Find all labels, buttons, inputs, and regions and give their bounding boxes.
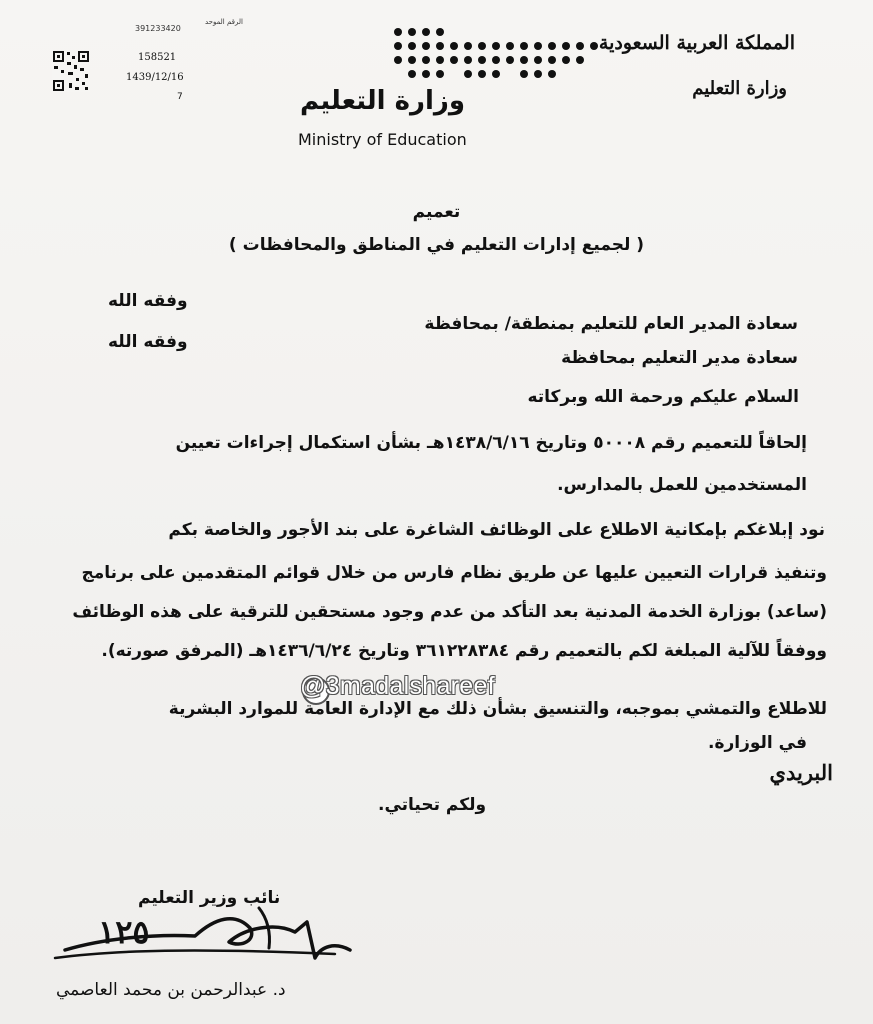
paragraph-line: ووفقاً للآلية المبلغة لكم بالتعميم رقم ٣٦١٢٢٨٣٨٤ وتاريخ ١٤٣٦/٦/٢٤هـ (المرفق صورته). bbox=[101, 641, 827, 661]
recipient-name: سعادة المدير العام للتعليم بمنطقة/ بمحافظة bbox=[424, 314, 798, 334]
paragraph-line: في الوزارة. bbox=[707, 733, 807, 753]
recipient-name: سعادة مدير التعليم بمحافظة bbox=[561, 348, 798, 368]
ministry-heading: وزارة التعليم bbox=[692, 78, 787, 99]
reference-label: الرقم الموحد bbox=[205, 18, 243, 26]
reference-date: 1439/12/16 bbox=[126, 72, 184, 83]
paragraph-line: وتنفيذ قرارات التعيين عليها عن طريق نظام فارس من خلال قوائم المتقدمين على برنامج bbox=[81, 563, 827, 583]
closing-line: ولكم تحياتي. bbox=[378, 795, 487, 815]
ministry-logo-icon bbox=[388, 24, 608, 86]
watermark-handle: @3madalshareef bbox=[300, 672, 495, 700]
signature-handwritten-number: ١٢٥ bbox=[98, 913, 150, 951]
signature-scribble-icon bbox=[45, 898, 355, 978]
circular-audience: ( لجميع إدارات التعليم في المناطق والمحافظات ) bbox=[228, 235, 645, 255]
circular-title: تعميم bbox=[412, 202, 461, 222]
kingdom-heading: المملكة العربية السعودية bbox=[598, 32, 795, 54]
paragraph-line: إلحاقاً للتعميم رقم ٥٠٠٠٨ وتاريخ ١٤٣٨/٦/١٦هـ بشأن استكمال إجراءات تعيين bbox=[175, 433, 807, 453]
reference-number: 158521 bbox=[138, 52, 177, 63]
signatory-name: د. عبدالرحمن بن محمد العاصمي bbox=[56, 980, 286, 1000]
qr-code-icon bbox=[52, 50, 90, 92]
reference-unified-id: 391233420 bbox=[135, 24, 181, 33]
paragraph-line: (ساعد) بوزارة الخدمة المدنية بعد التأكد من عدم وجود مستحقين للترقية على هذه الوظائف bbox=[72, 602, 827, 622]
handwritten-note: البريدي bbox=[769, 760, 833, 785]
reference-attachments: 7 bbox=[177, 92, 183, 102]
recipient-greeting: وفقه الله bbox=[108, 332, 188, 352]
paragraph-line: نود إبلاغكم بإمكانية الاطلاع على الوظائف الشاغرة على بند الأجور والخاصة بكم bbox=[168, 520, 825, 540]
paragraph-line: للاطلاع والتمشي بموجبه، والتنسيق بشأن ذلك مع الإدارة العامة للموارد البشرية bbox=[168, 699, 827, 719]
paragraph-line: المستخدمين للعمل بالمدارس. bbox=[557, 475, 807, 495]
salutation: السلام عليكم ورحمة الله وبركاته bbox=[527, 387, 799, 407]
logo-english-text: Ministry of Education bbox=[298, 130, 467, 149]
signatory-title: نائب وزير التعليم bbox=[138, 888, 281, 908]
recipient-greeting: وفقه الله bbox=[108, 291, 188, 311]
logo-arabic-text: وزارة التعليم bbox=[300, 86, 465, 116]
